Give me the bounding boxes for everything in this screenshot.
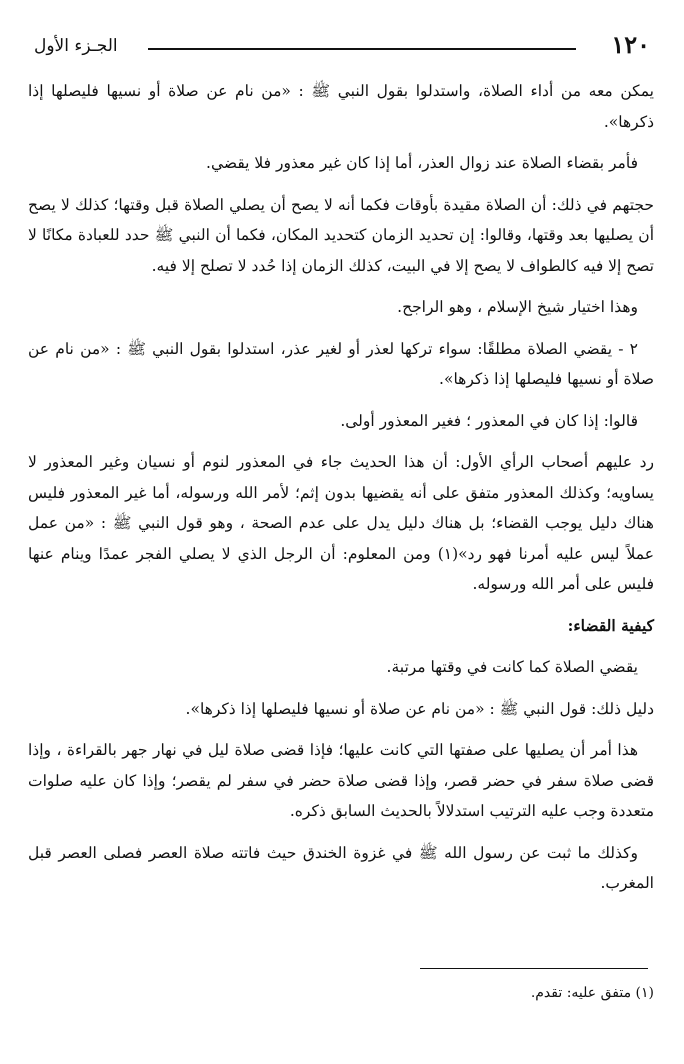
- paragraph-second-view: ٢ - يقضي الصلاة مطلقًا: سواء تركها لعذر أو لغير عذر، استدلوا بقول النبي ﷺ : «من نام عن صلاة أو نسيها فليصلها إذا ذكرها».: [28, 339, 654, 388]
- paragraph-argument: حجتهم في ذلك: أن الصلاة مقيدة بأوقات فكما أنه لا يصح أن يصلي الصلاة قبل وقتها؛ كذلك لا يصح أن يصليها بعد وقتها، وقالوا: إن تحديد الزمان كتحديد المكان، فكما أن النبي ﷺ حدد للعبادة مكانًا لا تصح إلا فيه كالطواف لا يصح إلا في البيت، كذلك الزمان إذا حُدد لا تصلح إلا فيه.: [28, 195, 654, 275]
- paragraph-rebuttal: رد عليهم أصحاب الرأي الأول: أن هذا الحديث جاء في المعذور لنوم أو نسيان وغير المعذور لا يساويه؛ وكذلك المعذور متفق على أنه يقضيها بدون إثم؛ لأمر الله ورسوله، أما غير المعذور فليس هناك دليل يوجب القضاء؛ بل هناك دليل يدل على عدم الصحة ، وهو قول النبي ﷺ : «من عمل عملاً ليس عليه أمرنا فهو رد»(١) ومن المعلوم: أن الرجل الذي لا يصلي الفجر عمدًا وينام عنها فليس على أمر الله ورسوله.: [28, 453, 654, 593]
- part-title: الجـزء الأول: [34, 36, 118, 56]
- paragraph: هذا أمر أن يصليها على صفتها التي كانت عليها؛ فإذا قضى صلاة ليل في نهار جهر بالقراءة ، وإذا قضى صلاة سفر في حضر قصر، وإذا قضى صلاة حضر في سفر لم يقصر؛ وإذا كان عليه صلوات متعددة وجب عليه الترتيب استدلالاً بالحديث السابق ذكره.: [28, 741, 654, 820]
- paragraph: فأمر بقضاء الصلاة عند زوال العذر، أما إذا كان غير معذور فلا يقضي.: [206, 154, 638, 172]
- paragraph: وكذلك ما ثبت عن رسول الله ﷺ في غزوة الخندق حيث فاتته صلاة العصر فصلى العصر قبل المغرب.: [28, 843, 654, 892]
- page-number: ١٢٠: [611, 30, 650, 59]
- paragraph: يمكن معه من أداء الصلاة، واستدلوا بقول النبي ﷺ : «من نام عن صلاة أو نسيها فليصلها إذا ذكرها».: [28, 82, 654, 131]
- header-rule: [148, 48, 576, 50]
- section-heading: كيفية القضاء:: [567, 615, 654, 635]
- paragraph: يقضي الصلاة كما كانت في وقتها مرتبة.: [386, 658, 638, 676]
- running-header: [28, 30, 656, 64]
- paragraph: قالوا: إذا كان في المعذور ؛ فغير المعذور أولى.: [340, 411, 638, 430]
- page-body: [28, 76, 654, 910]
- footnote: (١) متفق عليه: تقدم.: [530, 985, 654, 1001]
- paragraph: وهذا اختيار شيخ الإسلام ، وهو الراجح.: [397, 298, 638, 316]
- paragraph-evidence: دليل ذلك: قول النبي ﷺ : «من نام عن صلاة أو نسيها فليصلها إذا ذكرها».: [185, 699, 654, 718]
- footnote-rule: [420, 968, 648, 969]
